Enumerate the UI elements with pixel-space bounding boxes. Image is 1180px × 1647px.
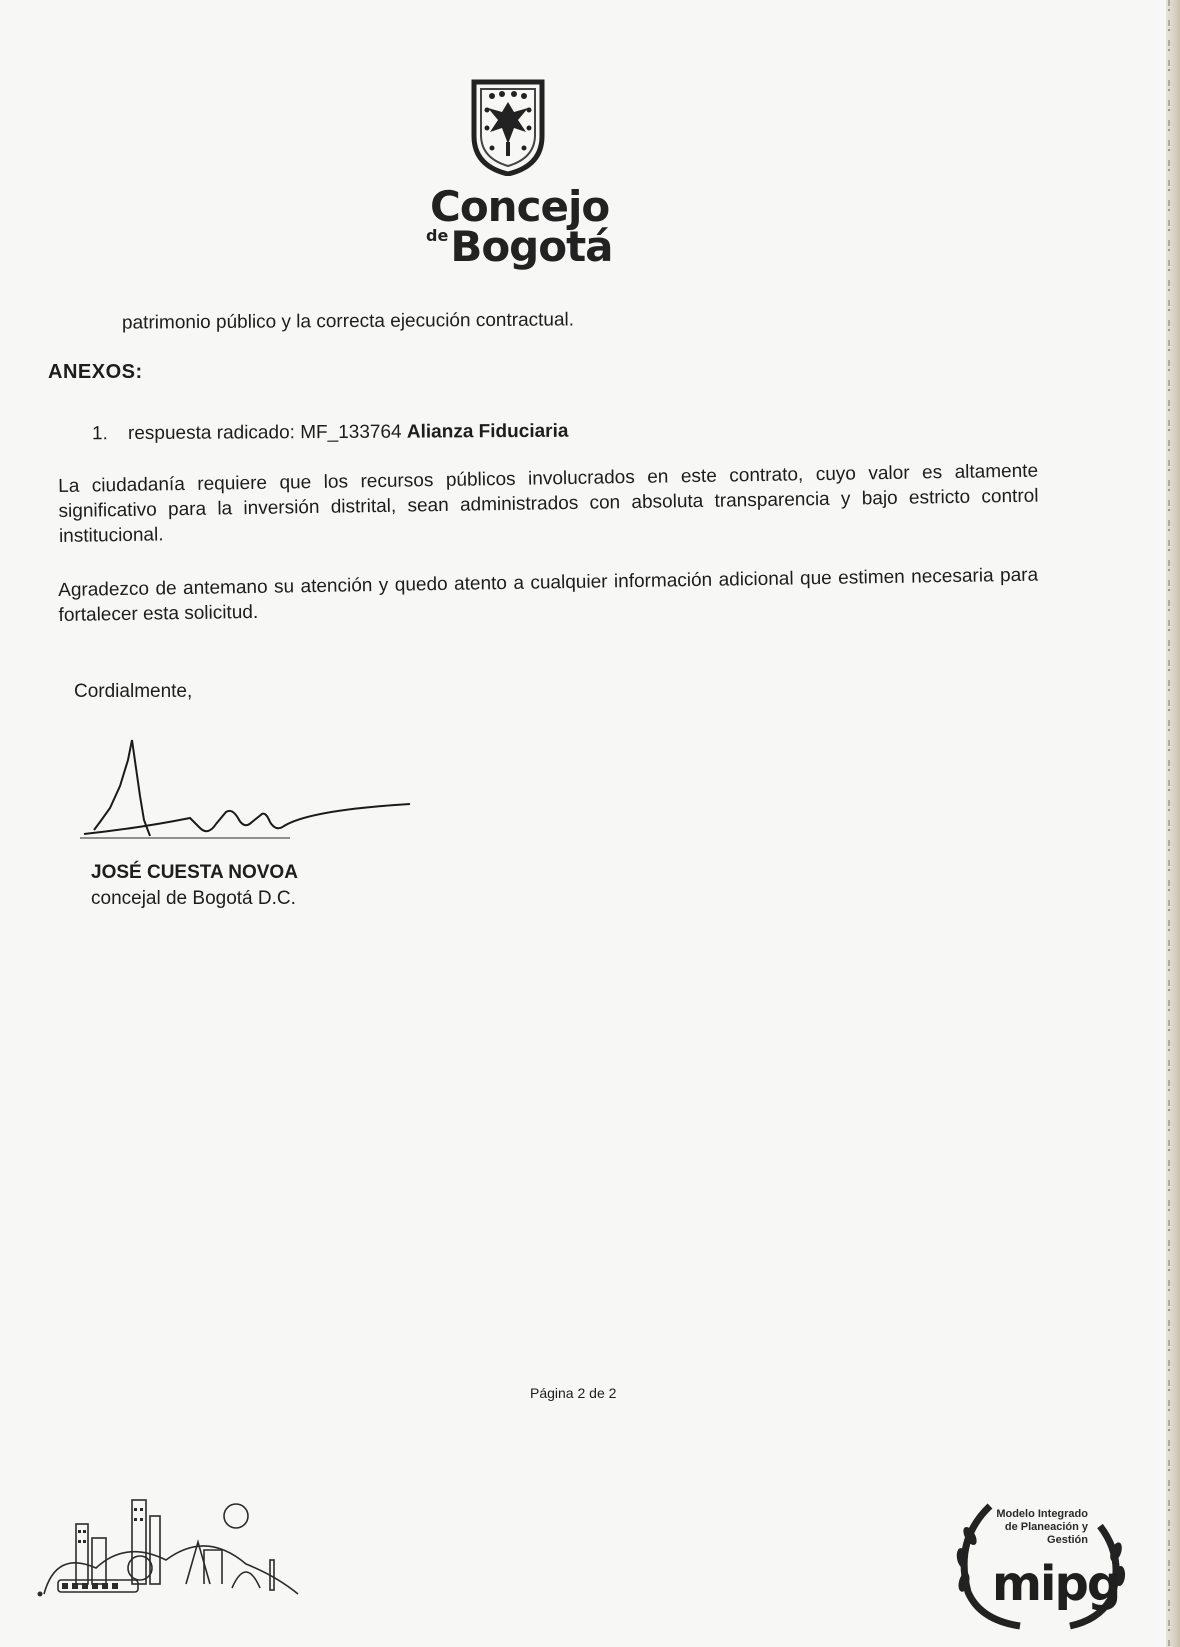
closing-salutation: Cordialmente, [74,681,193,702]
header-logo [426,0,640,290]
annex-item [92,419,569,446]
continuation-text: patrimonio público y la correcta ejecución contractual. [121,309,575,334]
mipg-caption-line: de Planeación y [1004,1521,1088,1533]
annex-item-number: 1. [91,423,108,445]
paragraph-thanks: Agradezco de antemano su atención y quedo atento a cualquier información adicional que estimen necesaria para fortalecer esta solicitud. [58,564,1039,626]
page-number: Página 2 de 2 [530,1385,617,1401]
brand-bogota [426,222,613,271]
annex-item-entity: Alianza Fiduciaria [406,420,569,443]
mipg-caption-line: Gestión [1047,1534,1088,1546]
signer-name: JOSÉ CUESTA NOVOA [91,862,298,883]
coat-of-arms-icon [470,78,546,176]
page-edge-shadow [1168,0,1170,1647]
signer-title: concejal de Bogotá D.C. [91,888,296,909]
brand-city: Bogotá [450,222,613,271]
annex-heading: ANEXOS: [48,361,143,383]
paragraph-transparency: La ciudadanía requiere que los recursos públicos involucrados en este contrato, cuyo valor es altamente significativo para la inversión distrital, sean administrados con absoluta transparencia y bajo estricto control institucional. [58,460,1039,547]
bogota-skyline-icon [36,1490,306,1610]
mipg-caption [996,1508,1088,1547]
brand-concejo: Concejo [430,182,610,231]
brand-de: de [426,226,449,245]
mipg-logo [950,1500,1140,1630]
mipg-caption-line: Modelo Integrado [996,1508,1088,1520]
handwritten-signature [80,738,410,848]
annex-item-text: respuesta radicado: MF_133764 [127,421,402,445]
mipg-wordmark: mipg [992,1556,1120,1612]
